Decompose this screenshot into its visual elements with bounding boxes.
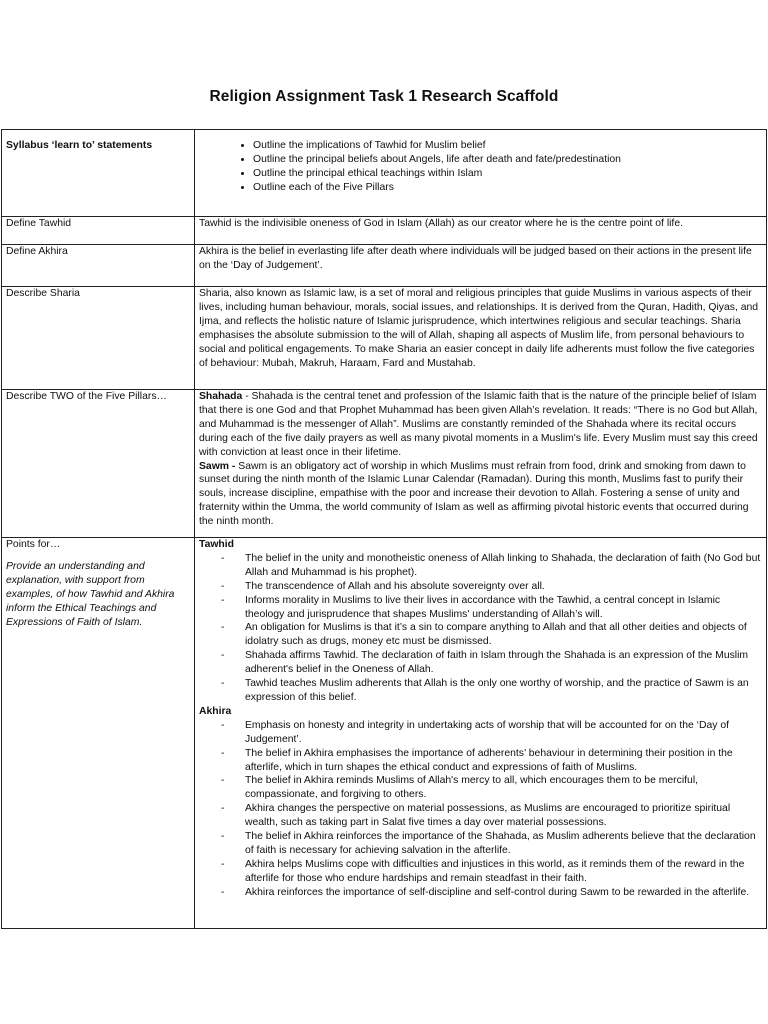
describe-sharia-text: Sharia, also known as Islamic law, is a set of moral and religious principles that guide Muslims in various aspects of their lives, including human behaviour, morals, social issues, and relationships. It is derived from the Quran, Hadith, Qiyas, and Ijma, and reflects the holistic nature of Islamic jurisprudence, which intertwines religious and secular teachings. Sharia emphasises the absolute submission to the will of Allah, shaping all aspects of Muslim life, from personal behaviours to social and political engagements. To make Sharia an easier concept in daily life adherents must follow the five categories of behaviour: Mubah, Makruh, Haraam, Fard and Mustahab. [195, 287, 767, 390]
list-item: - Shahada affirms Tawhid. The declaration of faith in Islam through the Shahada is an expression of the Muslim adherent's belief in the Oneness of Allah. [221, 650, 749, 676]
sawm-paragraph [199, 460, 762, 530]
list-item: - Akhira changes the perspective on material possessions, as Muslims are encouraged to prioritize spiritual wealth, such as taking part in Salat five times a day over material possessions. [221, 803, 731, 829]
define-akhira-label: Define Akhira [2, 245, 195, 287]
list-item: - The transcendence of Allah and his absolute sovereignty over all. [221, 580, 545, 592]
sawm-text: Sawm is an obligatory act of worship in which Muslims must refrain from food, drink and smoking from dawn to sunset during the ninth month of the Islamic Lunar Calendar (Ramadan). During this month, Muslims fast to purify their souls, increase discipline, empathise with the poor and increase their devotion to Allah. Fostering a sense of unity and fraternity within the Umma, the world community of Islam as well as affirming pivotal historic events that occurred during the ninth month. [199, 460, 749, 528]
describe-sharia-label: Describe Sharia [2, 287, 195, 390]
sawm-heading: Sawm - [199, 460, 236, 472]
tawhid-heading: Tawhid [199, 539, 235, 550]
list-item: • Outline the principal beliefs about Angels, life after death and fate/predestination [253, 153, 762, 167]
five-pillars-content [195, 390, 767, 538]
syllabus-content [195, 130, 767, 217]
list-item: - Emphasis on honesty and integrity in undertaking acts of worship that will be accounted for on the ‘Day of Judgement’. [221, 719, 730, 745]
shahada-paragraph [199, 390, 762, 460]
list-item: - Akhira reinforces the importance of self-discipline and self-control during Sawm to be rewarded in the afterlife. [221, 886, 750, 898]
syllabus-row [2, 130, 767, 217]
define-tawhid-label: Define Tawhid [2, 217, 195, 245]
list-item: - The belief in Akhira reminds Muslims of Allah's mercy to all, which encourages them to be merciful, compassionate, and forgiving to others. [221, 775, 699, 801]
list-item: - The belief in Akhira emphasises the importance of adherents’ behaviour in determining their position in the afterlife, which in turn shapes the ethical conduct and expressions of faith of Muslims. [221, 747, 733, 773]
define-tawhid-text: Tawhid is the indivisible oneness of God in Islam (Allah) as our creator where he is the centre point of life. [195, 217, 767, 245]
define-akhira-row [2, 245, 767, 287]
list-item: - An obligation for Muslims is that it’s a sin to compare anything to Allah and that all other deities and objects of idolatry such as drugs, money etc must be dismissed. [221, 622, 747, 648]
list-item: - The belief in the unity and monotheistic oneness of Allah linking to Shahada, the declaration of faith (No God but Allah and Muhammad is his prophet). [221, 552, 761, 578]
list-item: - Informs morality in Muslims to live their lives in accordance with the Tawhid, a central concept in Islamic theology and jurisprudence that shapes Muslims' understanding of Allah’s will. [221, 594, 721, 620]
points-content [195, 538, 767, 929]
points-instruction: Provide an understanding and explanation, with support from examples, of how Tawhid and Akhira inform the Ethical Teachings and Expressions of Faith of Islam. [6, 560, 175, 628]
list-item: • Outline the implications of Tawhid for Muslim belief [253, 139, 762, 153]
points-row [2, 538, 767, 929]
list-item: - Akhira helps Muslims cope with difficulties and injustices in this world, as it reminds them of the reward in the afterlife for those who endure hardships and remain steadfast in their faith. [221, 858, 745, 884]
shahada-heading: Shahada [199, 391, 243, 402]
syllabus-label: Syllabus ‘learn to’ statements [2, 130, 195, 217]
akhira-heading: Akhira [199, 705, 232, 717]
five-pillars-label: Describe TWO of the Five Pillars… [2, 390, 195, 538]
scaffold-table [1, 129, 767, 929]
define-tawhid-row [2, 217, 767, 245]
list-item: - The belief in Akhira reinforces the importance of the Shahada, as Muslim adherents believe that the declaration of faith is necessary for achieving salvation in the afterlife. [221, 831, 756, 856]
points-label-cell [2, 538, 195, 929]
list-item: - Tawhid teaches Muslim adherents that Allah is the only one worthy of worship, and the practice of Sawm is an expression of this belief. [221, 678, 749, 703]
list-item: • Outline each of the Five Pillars [253, 181, 762, 195]
five-pillars-row [2, 390, 767, 538]
list-item: • Outline the principal ethical teachings within Islam [253, 167, 762, 181]
define-akhira-text: Akhira is the belief in everlasting life after death where individuals will be judged based on their actions in the present life on the ‘Day of Judgement’. [195, 245, 767, 287]
document-title: Religion Assignment Task 1 Research Scaffold [209, 88, 559, 105]
describe-sharia-row [2, 287, 767, 390]
shahada-text: - Shahada is the central tenet and profession of the Islamic faith that is the nature of the principle belief of Islam that there is one God and that Prophet Muhammad has been given Allah’s revelation. It reads: “There is no God but Allah, and Muhammad is the messenger of Allah”. Muslims are constantly reminded of the Shahada where its recital occurs during each of the five daily prayers as well as many pivotal moments in a Muslim's life. Every Muslim must say this creed with conviction at least once in their lifetime. [199, 391, 758, 458]
syllabus-list [199, 139, 762, 195]
points-label: Points for… [6, 539, 61, 550]
